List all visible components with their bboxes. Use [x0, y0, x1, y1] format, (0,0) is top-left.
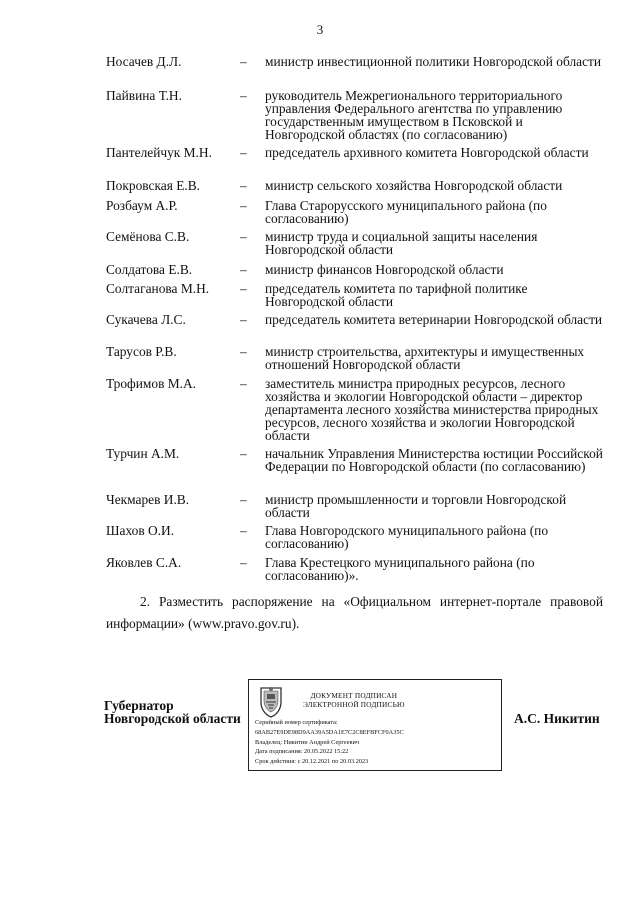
- member-role: министр промышленности и торговли Новгородской области: [265, 492, 567, 520]
- dash: –: [240, 344, 247, 359]
- member-role: министр труда и социальной защиты населения Новгородской области: [265, 229, 538, 257]
- member-name: Розбаум А.Р.: [106, 198, 178, 213]
- member-role: Глава Старорусского муниципального района (по согласованию): [265, 198, 547, 226]
- dash: –: [240, 523, 247, 538]
- member-name: Шахов О.И.: [106, 523, 175, 538]
- member-name: Покровская Е.В.: [106, 178, 201, 193]
- member-role: заместитель министра природных ресурсов, лесного хозяйства и экологии Новгородской области – директор департамента лесного хозяйства министерства природных ресурсов, лесного хозяйства и экологии Новгородской области: [265, 376, 599, 443]
- dash: –: [240, 281, 247, 296]
- dash: –: [240, 555, 247, 570]
- dash: –: [240, 178, 247, 193]
- member-name: Чекмарев И.В.: [106, 492, 190, 507]
- validity-period: Срок действия: с 20.12.2021 по 20.03.2023: [255, 758, 369, 766]
- member-role: председатель архивного комитета Новгородской области: [265, 145, 589, 160]
- member-role: министр строительства, архитектуры и имущественных отношений Новгородской области: [265, 344, 585, 372]
- signatory-name: А.С. Никитин: [514, 711, 600, 726]
- member-role: начальник Управления Министерства юстиции Российской Федерации по Новгородской области (по согласованию): [265, 446, 603, 474]
- dash: –: [240, 54, 247, 69]
- member-name: Солтаганова М.Н.: [106, 281, 210, 296]
- coat-of-arms-icon: [255, 685, 287, 719]
- stamp-heading-line2: ЭЛЕКТРОННОЙ ПОДПИСЬЮ: [303, 700, 405, 709]
- dash: –: [240, 262, 247, 277]
- dash: –: [240, 145, 247, 160]
- dash: –: [240, 492, 247, 507]
- member-name: Сукачева Л.С.: [106, 312, 186, 327]
- signatory-title-line1: Губернатор: [104, 698, 174, 713]
- member-role: Глава Новгородского муниципального района (по согласованию): [265, 523, 549, 551]
- member-name: Пантелейчук М.Н.: [106, 145, 212, 160]
- dash: –: [240, 198, 247, 213]
- electronic-signature-stamp: [248, 679, 502, 771]
- member-name: Семёнова С.В.: [106, 229, 190, 244]
- paragraph-publication: 2. Разместить распоряжение на «Официальном интернет-портале правовой информации» (www.pravo.gov.ru).: [106, 594, 603, 631]
- member-role: председатель комитета по тарифной политике Новгородской области: [265, 281, 528, 309]
- member-role: министр финансов Новгородской области: [265, 262, 504, 277]
- member-name: Тарусов Р.В.: [106, 344, 177, 359]
- dash: –: [240, 312, 247, 327]
- signatory-title-line2: Новгородской области: [104, 711, 241, 726]
- member-role: министр сельского хозяйства Новгородской области: [265, 178, 563, 193]
- dash: –: [240, 376, 247, 391]
- dash: –: [240, 229, 247, 244]
- dash: –: [240, 88, 247, 103]
- certificate-number: 68AB27E9DE98D9AA39A5DA1E7C2C8EFBFCF0A35C: [255, 728, 404, 736]
- member-role: министр инвестиционной политики Новгородской области: [265, 54, 602, 69]
- dash: –: [240, 446, 247, 461]
- stamp-heading-line1: ДОКУМЕНТ ПОДПИСАН: [310, 691, 398, 700]
- member-role: руководитель Межрегионального территориального управления Федерального агентства по управлению государственным имуществом в Псковской и Новгородской областях (по согласованию): [265, 88, 563, 142]
- member-name: Пайвина Т.Н.: [106, 88, 182, 103]
- signing-date: Дата подписания: 20.05.2022 15:22: [255, 748, 349, 756]
- member-role: Глава Крестецкого муниципального района (по согласованию)».: [265, 555, 535, 583]
- member-name: Турчин А.М.: [106, 446, 180, 461]
- member-name: Яковлев С.А.: [106, 555, 182, 570]
- member-name: Носачев Д.Л.: [106, 54, 182, 69]
- signatory-title: [104, 699, 241, 725]
- member-role: председатель комитета ветеринарии Новгородской области: [265, 312, 603, 327]
- stamp-details: [255, 718, 404, 767]
- stamp-heading: [303, 691, 405, 709]
- member-name: Трофимов М.А.: [106, 376, 197, 391]
- member-name: Солдатова Е.В.: [106, 262, 193, 277]
- certificate-owner: Владелец: Никитин Андрей Сергеевич: [255, 738, 360, 746]
- certificate-label: Серийный номер сертификата:: [255, 719, 338, 726]
- page-number: 3: [316, 22, 324, 37]
